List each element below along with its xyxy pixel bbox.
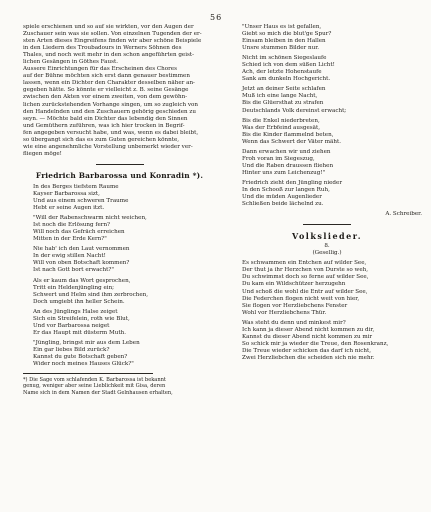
stanza [23,184,216,212]
text-line: Du schwimmst doch so ferne auf wilder See, [242,274,369,281]
text-line: Wider noch meines Hauses Glück?" [33,361,134,368]
text-line: Hebt er seine Augen itzt. [33,205,105,212]
text-line: Und die Raben draussen fliehen [242,162,334,169]
text-line: Ein gar liebes Bild zurück? [33,346,110,353]
text-line: Tritt ein Heldenjüngling ein; [33,284,115,291]
text-line: so übergangt sich das es zum Guten gereichen könnte, [23,136,180,143]
text-line: Der thut ja ihr Herzchen von Durste so weh, [242,267,369,274]
text-line: Unsre stummen Bilder nur. [242,45,320,52]
stanza [232,24,422,52]
text-line: "Will der Rabenschwarm nicht weichen, [33,215,147,222]
text-line: Kannst du gute Botschaft geben? [33,353,128,360]
text-line: In der ewig stillen Nacht! [33,253,106,260]
signature: A. Schreiber. [385,211,422,218]
text-line: auf der Bühne möchten sich erst dann genauer bestimmen [23,73,190,80]
text-line: Name sich in dem Namen der Stadt Gelnhausen erhalten, [23,389,173,396]
text-line: Bis die Kinder flammelnd beten, [242,131,334,138]
stanza [232,260,422,316]
poem-right [232,24,422,208]
text-line: Doch umgiebt ihn heller Schein. [33,298,125,305]
text-line: So schick mir ja wieder die Treue, den Rosenkranz, [242,340,389,347]
song-verse [232,260,422,362]
stanza [232,149,422,177]
text-line: Bis die Enkel niederbreten, [242,117,320,124]
text-line: "Jüngling, bringst mir aus dem Leben [33,339,140,346]
text-line: lassen, wenn ein Dichter den Charakter desselben näher an- [23,80,195,87]
text-line: An des Jünglings Halse zeiget [33,308,118,315]
text-line: Und vor Barbarossa neiget [33,322,110,329]
text-line: Und die müden Augenlieder [242,194,322,201]
text-line: Zuschauer sein was sie sollen. Von einzelnen Tugenden der er- [23,31,202,38]
text-line: den Handelnden und den Zuschauern gehörig geschieden zu [23,108,196,115]
text-line: Zwei Herzliebchen die scheiden sich nie mehr. [242,354,375,361]
text-line: Ist noch die Erlösung fern? [33,222,111,229]
text-line: fen angegeben versucht habe, und was, wenn es dabei bleibt, [23,129,199,136]
text-line: zwischen den Akten vor einem zweiten, von dem gewöhn- [23,94,188,101]
text-line: Bis die Glüersthat zu strafen [242,100,324,107]
text-line: Nicht im schönen Siegeslaufe [242,55,327,62]
text-line: genug, weniger aber seine Lieblichkeit mit Gisa, deren [23,383,166,390]
divider [303,224,351,225]
stanza [232,118,422,146]
stanza [23,309,216,337]
text-line: Nie hab' ich den Laut vernommen [33,246,130,253]
text-line: In des Berges tiefstem Raume [33,183,119,190]
text-line: Ach, der letzte Hohenstaufe [242,69,322,76]
stanza [23,246,216,274]
text-line: Die Treue wieder schicken das darf ich nicht, [242,347,372,354]
stanza [23,215,216,243]
stanza [232,320,422,362]
divider [96,164,144,165]
text-line: "Unser Haus es ist gefallen, [242,24,322,30]
text-line: Will von oben Botschaft kommen? [33,260,130,267]
text-line: Deutschlands Volk dereinst erwacht; [242,107,347,114]
poem-title: Friedrich Barbarossa und Konradin *). [35,170,204,180]
text-line: spiele erschienen und so auf sie wirkten, vor den Augen der [23,24,194,30]
text-line: gegeben hätte. So könnte er vielleicht z. B. seine Gesänge [23,87,189,94]
text-line: Jetzt an deiner Seite schlafen [242,86,326,93]
text-line: in den Liedern des Troubadours in Werners Söhnen des [23,45,182,52]
text-line: Thales, und noch weit mehr in den schon angeführten geist- [23,52,195,59]
text-line: Schied ich von dem süßen Licht! [242,62,335,69]
text-line: Schließen beide lächelnd zu. [242,201,324,208]
text-line: Schwert und Helm sind ihm zerbrochen, [33,291,149,298]
stanza [232,86,422,114]
text-line: Sie flogen vor Herzliebchens Fenster [242,302,348,309]
text-line: Äussere Einrichtungen für das Erscheinen des Chores [23,66,177,73]
stanza [232,55,422,83]
page-number: 56 [210,13,223,22]
text-line: Wenn das Schwert der Väter mäht. [242,138,341,145]
text-line: und Gemüthern zuführen, was ich hier trocken in Begrif- [23,122,185,129]
text-line: Einsam bleiben in den Hallen [242,38,326,45]
text-line: seyn. — Möchte bald ein Dichter das lebendig den Sinnen [23,115,188,122]
text-line: Was steht du denn und minkest mir? [242,319,346,326]
essay-prose [23,24,216,158]
text-line: Mitten in der Erde Kern?" [33,236,107,243]
text-line: lichen zurückstehenden Vorhange singen, um so zugleich von [23,101,199,108]
text-line: Und aus einem schweren Traume [33,198,129,205]
text-line: sten Arten dieses Eingreifens finden wir aber schöne Beispiele [23,38,202,45]
stanza [232,180,422,208]
text-line: In den Schooß zur langen Ruh, [242,186,330,193]
text-line: Giebt so mich die blut'ge Spur? [242,31,332,38]
text-line: Hinter uns zum Leichenzug!" [242,169,326,176]
text-line: Kayser Barbarossa sizt, [33,190,100,197]
text-line: Sank am dunkeln Hochgericht. [242,76,331,83]
text-line: Er das Haupt mit düsterm Muth. [33,329,126,336]
text-line: Muß ich eine lange Nacht, [242,93,318,100]
footnote [23,377,216,396]
text-line: Friedrich zieht den Jüngling nieder [242,179,342,186]
footnote-divider [23,373,153,374]
text-line: *) Die Sage vom schlafenden K. Barbarossa ist bekannt [23,377,166,384]
text-line: Als er kaum das Wort gesprochen, [33,277,131,284]
text-line: Will noch das Gefräch erreichen [33,229,125,236]
text-line: Ich kann ja dieser Abend nicht kommen zu dir, [242,326,375,333]
poem-left [23,184,216,368]
text-line: Die Federchen flogen nicht weit von hier, [242,295,360,302]
stanza [23,278,216,306]
right-column [232,24,422,365]
text-line: lichen Gesängen in Göthes Faust. [23,59,119,66]
text-line: Kannst du dieser Abend nicht kommen zu mir [242,333,373,340]
text-line: Und schoß die wohl die Entr auf wilder See, [242,288,368,295]
text-line: Ist nach Gott bort erwacht?" [33,267,114,274]
text-line: fliegen möge! [23,150,62,157]
section-number: 8. [324,243,330,250]
text-line: Was der Erbfeind ausgesät, [242,124,320,131]
text-line: Dann erwachen wir und ziehen [242,148,331,155]
text-line: wie eine angenehmliche Vorstellung unbemerkt wieder ver- [23,143,193,150]
section-title: Volkslieder. [291,231,362,242]
left-column [23,24,216,396]
text-line: Du kam ein Wildschützer herzugehn [242,281,346,288]
text-line: Es schwammen ein Entchen auf wilder See, [242,260,367,267]
text-line: Sich ein Streifelein, roth wie Blut, [33,315,130,322]
stanza [23,340,216,368]
song-subtitle: (Gesellig.) [312,250,342,257]
text-line: Wohl vor Herzliebchens Thür. [242,309,327,316]
text-line: Froh voran im Siegeszug, [242,155,315,162]
